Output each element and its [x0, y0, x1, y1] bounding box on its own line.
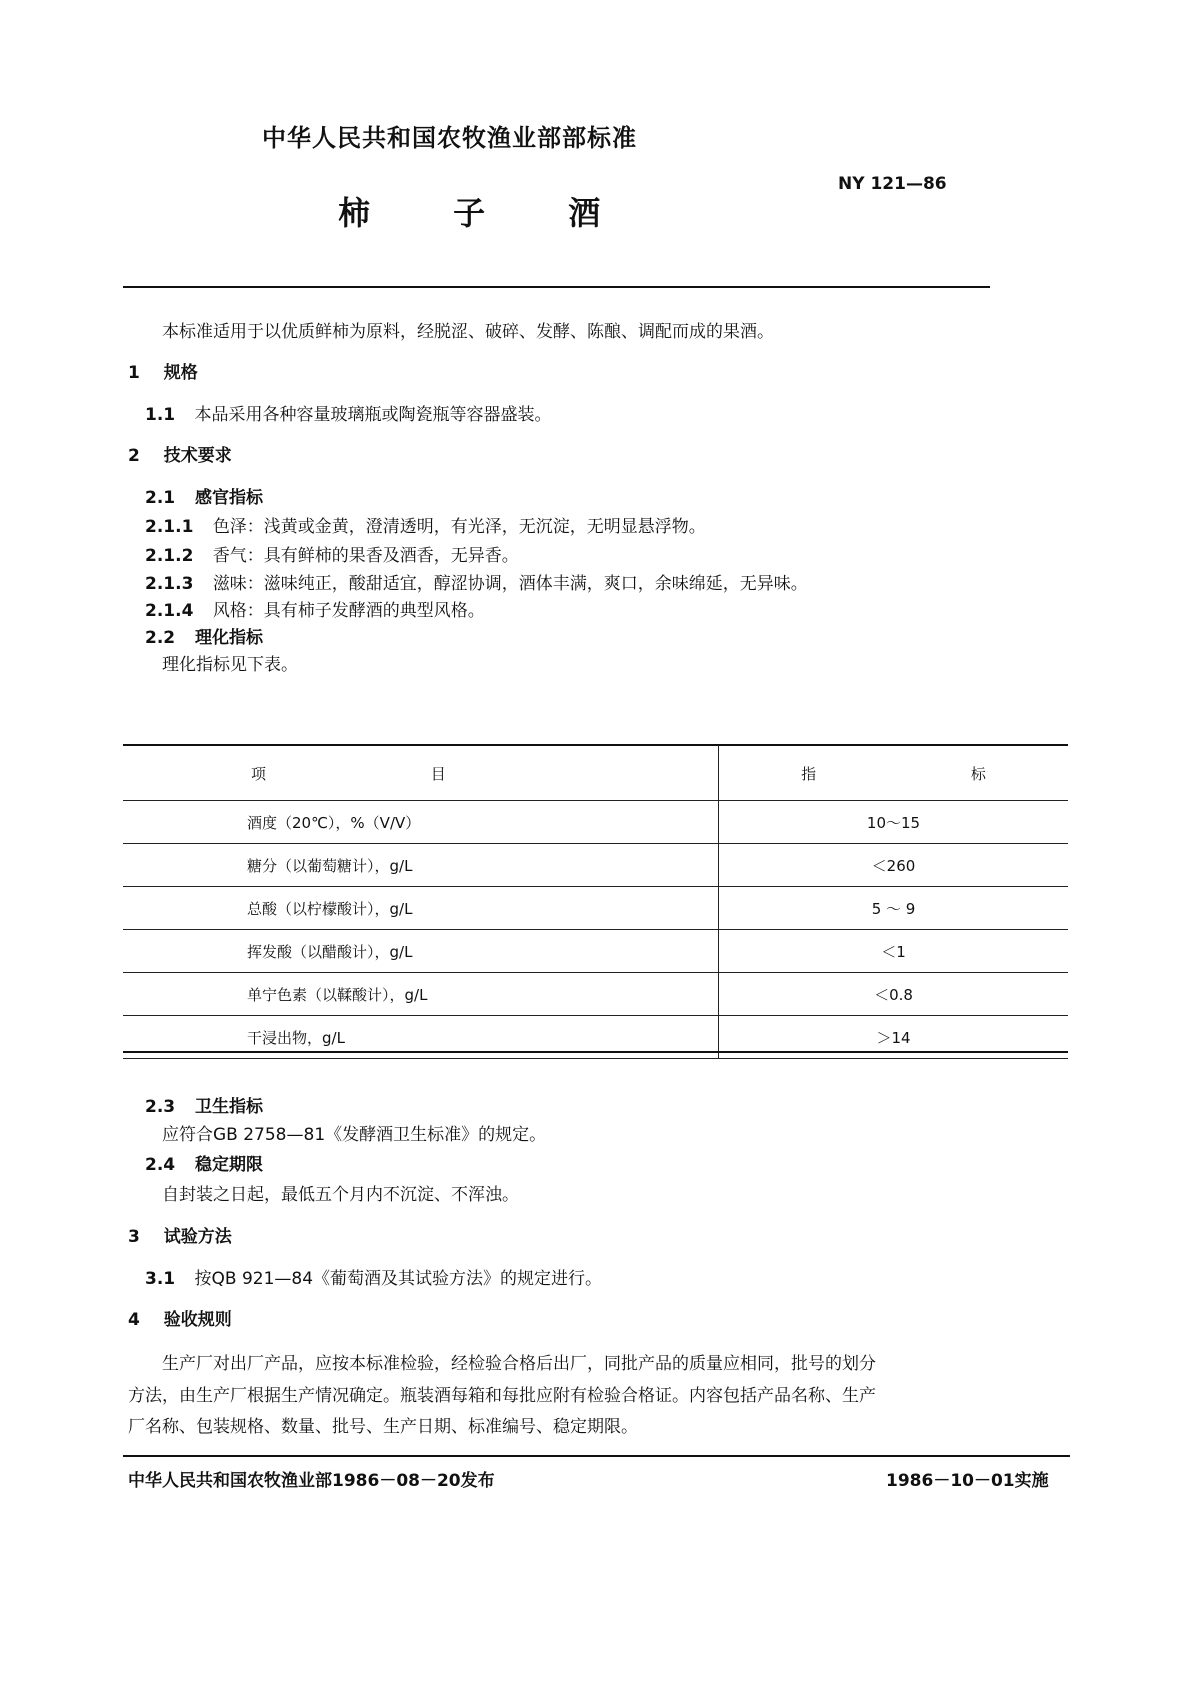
- physicochemical-table: [123, 746, 1068, 1059]
- cell-item: 挥发酸（以醋酸计），g/L: [123, 930, 719, 973]
- clause-1-1: [145, 400, 552, 425]
- clause-2-3-text: 应符合GB 2758—81《发酵酒卫生标准》的规定。: [162, 1125, 547, 1145]
- clause-text: 香气：具有鲜柿的果香及酒香，无异香。: [212, 546, 519, 566]
- cell-value: ＜0.8: [874, 985, 913, 1004]
- table-row: [123, 887, 1068, 930]
- section-number: 4: [128, 1310, 140, 1330]
- clause-text: 风格：具有柿子发酵酒的典型风格。: [212, 601, 485, 621]
- clause-2-1-4: [145, 596, 485, 621]
- clause-text: 色泽：浅黄或金黄，澄清透明，有光泽，无沉淀，无明显悬浮物。: [212, 517, 706, 537]
- clause-title: 理化指标: [195, 628, 264, 648]
- issue-date: 中华人民共和国农牧渔业部1986－08－20发布: [128, 1471, 495, 1491]
- title-text: 柿 子 酒: [338, 194, 637, 232]
- cell-item: 干浸出物，g/L: [123, 1016, 719, 1059]
- acceptance-text-line-1: 生产厂对出厂产品，应按本标准检验，经检验合格后出厂，同批产品的质量应相同，批号的划分: [162, 1354, 876, 1374]
- clause-text: 本品采用各种容量玻璃瓶或陶瓷瓶等容器盛装。: [194, 405, 552, 425]
- table-header-row: [123, 746, 1068, 801]
- clause-2-1-3: [145, 569, 808, 594]
- clause-title: 卫生指标: [195, 1097, 264, 1117]
- clause-number: 2.1.1: [145, 517, 194, 537]
- section-title: 技术要求: [163, 446, 232, 466]
- cell-item: 总酸（以柠檬酸计），g/L: [123, 887, 719, 930]
- clause-number: 3.1: [145, 1269, 176, 1289]
- header-item-char-1: 项: [251, 764, 267, 783]
- clause-number: 2.1.4: [145, 601, 194, 621]
- section-title: 规格: [163, 363, 198, 383]
- section-3-heading: [128, 1222, 232, 1247]
- section-2-heading: [128, 441, 232, 466]
- standard-code: NY 121—86: [838, 174, 947, 194]
- header-value: [719, 746, 1069, 801]
- header-rule: [123, 286, 990, 288]
- cell-item: 糖分（以葡萄糖计），g/L: [123, 844, 719, 887]
- section-4-heading: [128, 1305, 232, 1330]
- clause-2-1-heading: [145, 483, 263, 508]
- table-row: [123, 930, 1068, 973]
- clause-number: 1.1: [145, 405, 176, 425]
- clause-number: 2.1: [145, 488, 176, 508]
- table-row: [123, 844, 1068, 887]
- acceptance-text-line-3: 厂名称、包装规格、数量、批号、生产日期、标准编号、稳定期限。: [128, 1417, 638, 1437]
- clause-2-1-2: [145, 541, 519, 566]
- cell-value: 10～15: [866, 813, 921, 832]
- clause-text: 滋味：滋味纯正，酸甜适宜，醇涩协调，酒体丰满，爽口，余味绵延，无异味。: [212, 574, 808, 594]
- issuer-heading: 中华人民共和国农牧渔业部部标准: [262, 124, 637, 152]
- clause-title: 稳定期限: [195, 1155, 264, 1175]
- clause-2-1-1: [145, 512, 706, 537]
- table-row: [123, 973, 1068, 1016]
- section-number: 1: [128, 363, 140, 383]
- clause-2-4-heading: [145, 1150, 263, 1175]
- clause-2-4-text: 自封装之日起，最低五个月内不沉淀、不浑浊。: [162, 1185, 519, 1205]
- cell-value: ＜1: [881, 942, 906, 961]
- header-value-char-2: 标: [970, 764, 986, 783]
- header-item-char-2: 目: [430, 764, 446, 783]
- section-title: 试验方法: [163, 1227, 232, 1247]
- clause-2-3-heading: [145, 1092, 263, 1117]
- cell-item: 单宁色素（以鞣酸计），g/L: [123, 973, 719, 1016]
- cell-value: 5 ～ 9: [871, 899, 916, 918]
- clause-2-2-heading: [145, 623, 263, 648]
- clause-title: 感官指标: [195, 488, 264, 508]
- section-title: 验收规则: [163, 1310, 232, 1330]
- clause-number: 2.1.2: [145, 546, 194, 566]
- cell-value: ＜260: [871, 856, 916, 875]
- table-row: [123, 801, 1068, 844]
- acceptance-text-line-2: 方法，由生产厂根据生产情况确定。瓶装酒每箱和每批应附有检验合格证。内容包括产品名称、生产: [128, 1386, 876, 1406]
- clause-number: 2.3: [145, 1097, 176, 1117]
- document-title: [338, 188, 636, 234]
- clause-3-1: [145, 1264, 602, 1289]
- cell-value: ＞14: [876, 1028, 911, 1047]
- header-item: [123, 746, 719, 801]
- clause-number: 2.4: [145, 1155, 176, 1175]
- clause-number: 2.2: [145, 628, 176, 648]
- scope-paragraph: 本标准适用于以优质鲜柿为原料，经脱涩、破碎、发酵、陈酿、调配而成的果酒。: [162, 322, 774, 342]
- section-number: 3: [128, 1227, 140, 1247]
- section-number: 2: [128, 446, 140, 466]
- effective-date: 1986－10－01实施: [886, 1471, 1049, 1491]
- section-1-heading: [128, 358, 198, 383]
- header-value-char-1: 指: [801, 764, 817, 783]
- clause-text: 按QB 921—84《葡萄酒及其试验方法》的规定进行。: [194, 1269, 603, 1289]
- clause-number: 2.1.3: [145, 574, 194, 594]
- table-bottom-rule: [123, 1051, 1068, 1053]
- cell-item: 酒度（20℃），%（V/V）: [123, 801, 719, 844]
- footer-rule: [123, 1455, 1070, 1457]
- clause-2-2-text: 理化指标见下表。: [162, 655, 298, 675]
